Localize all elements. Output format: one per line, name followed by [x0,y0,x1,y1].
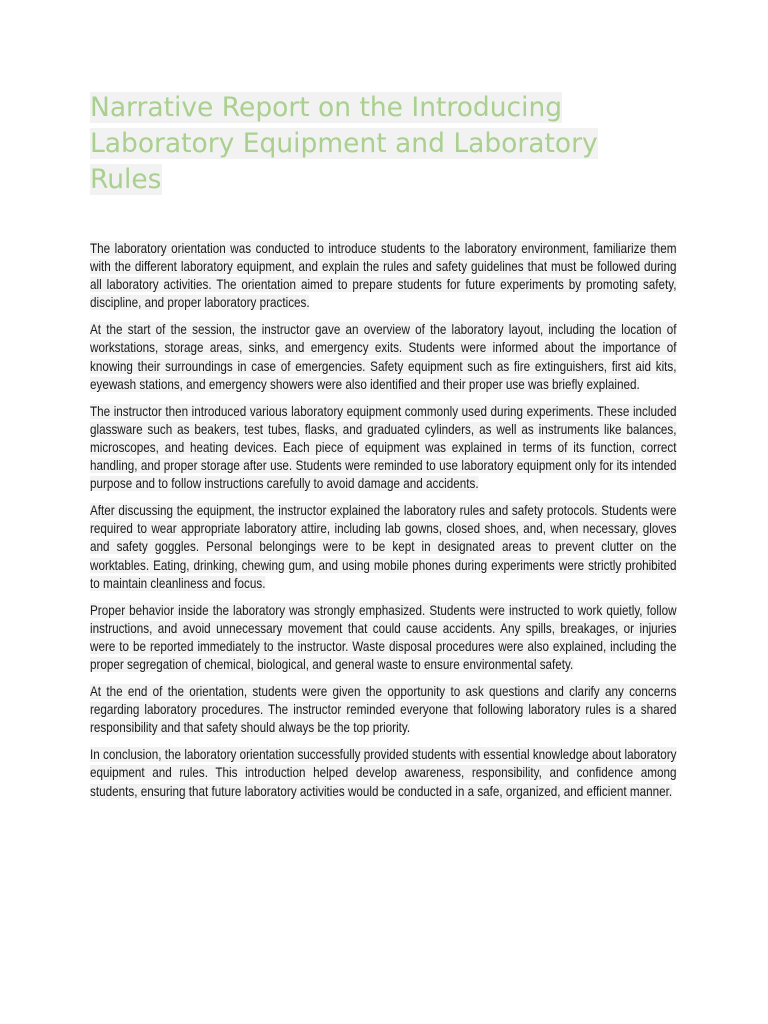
paragraph-text: At the start of the session, the instructor gave an overview of the laboratory layout, including the location of workstations, storage areas, sinks, and emergency exits. Students were informed about the importance of knowing their surroundings in case of emergencies. Safety equipment such as fire extinguishers, first aid kits, eyewash stations, and emergency showers were also identified and their proper use was briefly explained. [90,322,677,392]
paragraph-text: In conclusion, the laboratory orientation successfully provided students with essential knowledge about laboratory equipment and rules. This introduction helped develop awareness, responsibility, and confidence among students, ensuring that future laboratory activities would be conducted in a safe, organized, and efficient manner. [90,747,677,799]
paragraph-text: The laboratory orientation was conducted to introduce students to the laboratory environment, familiarize them with the different laboratory equipment, and explain the rules and safety guidelines that must be followed during all laboratory activities. The orientation aimed to prepare students for future experiments by promoting safety, discipline, and proper laboratory practices. [90,241,677,311]
document-body [90,240,677,801]
document-page [90,90,677,810]
paragraph-text: At the end of the orientation, students were given the opportunity to ask questions and clarify any concerns regarding laboratory procedures. The instructor reminded everyone that following laboratory rules is a shared responsibility and that safety should always be the top priority. [90,684,677,736]
paragraph-text: The instructor then introduced various laboratory equipment commonly used during experiments. These included glassware such as beakers, test tubes, flasks, and graduated cylinders, as well as instruments like balances, microscopes, and heating devices. Each piece of equipment was explained in terms of its function, correct handling, and proper storage after use. Students were reminded to use laboratory equipment only for its intended purpose and to follow instructions carefully to avoid damage and accidents. [90,403,677,492]
paragraph-equipment [90,403,677,493]
paragraph-behavior [90,602,677,674]
paragraph-introduction [90,240,677,312]
paragraph-conclusion [90,746,677,800]
document-title [90,90,677,198]
paragraph-rules [90,502,677,592]
paragraph-text: After discussing the equipment, the instructor explained the laboratory rules and safety protocols. Students were required to wear appropriate laboratory attire, including lab gowns, closed shoes, and, when necessary, gloves and safety goggles. Personal belongings were to be kept in designated areas to prevent clutter on the worktables. Eating, drinking, chewing gum, and using mobile phones during experiments were strictly prohibited to maintain cleanliness and focus. [90,503,677,591]
paragraph-layout-overview [90,321,677,393]
paragraph-questions [90,683,677,737]
document-title-text: Narrative Report on the Introducing Laboratory Equipment and Laboratory Rules [90,92,598,195]
paragraph-text: Proper behavior inside the laboratory was strongly emphasized. Students were instructed to work quietly, follow instructions, and avoid unnecessary movement that could cause accidents. Any spills, breakages, or injuries were to be reported immediately to the instructor. Waste disposal procedures were also explained, including the proper segregation of chemical, biological, and general waste to ensure environmental safety. [90,602,677,672]
